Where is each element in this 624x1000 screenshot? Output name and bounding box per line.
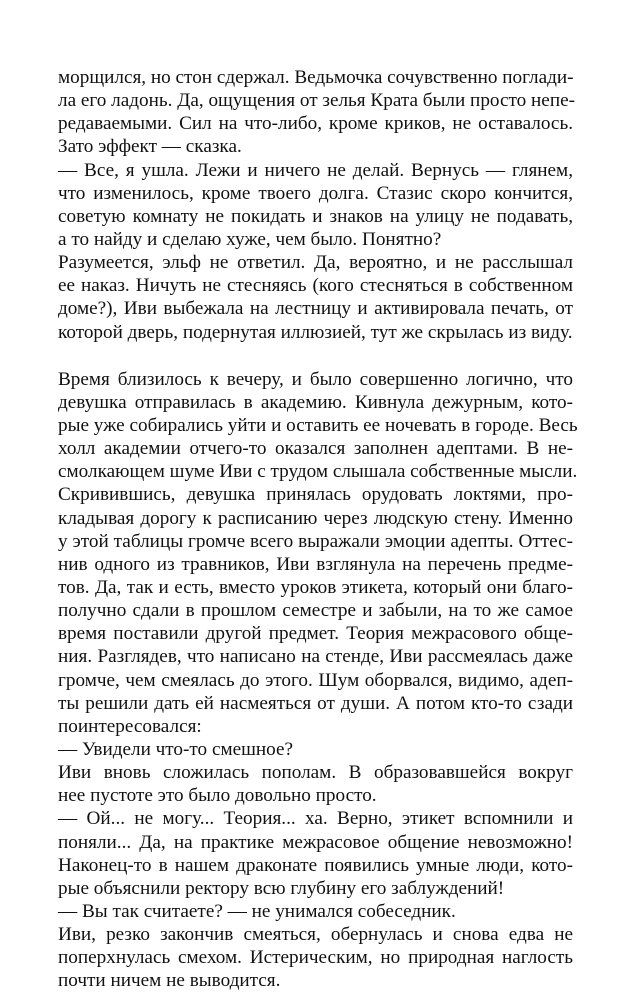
text-line: ния. Разглядев, что написано на стенде, Иви рассмеялась даже	[58, 646, 573, 668]
text-line: — Увидели что-то смешное?	[58, 738, 294, 760]
book-page	[58, 66, 578, 992]
text-line: ее наказ. Ничуть не стесняясь (кого стесняться в собственном	[58, 275, 573, 297]
text-line: поняли... Да, на практике межрасовое общение невозможно!	[58, 831, 573, 853]
text-line: поинтересовался:	[58, 715, 202, 737]
text-line: Иви вновь сложилась пополам. В образовавшейся вокруг	[58, 762, 573, 784]
paragraph	[58, 368, 578, 484]
paragraph	[58, 738, 573, 761]
text-line: — Вы так считаете? — не унимался собеседник.	[58, 900, 456, 922]
text-line: поперхнулась смехом. Истерическим, но природная наглость	[58, 947, 573, 969]
paragraph	[58, 251, 573, 344]
text-line: тов. Да, так и есть, вместо уроков этикета, который они благо-	[58, 576, 573, 598]
text-line: которой дверь, подернутая иллюзией, тут же скрылась из виду.	[58, 321, 573, 343]
paragraph	[58, 807, 573, 900]
text-line: получно сдали в прошлом семестре и забыли, на то же самое	[58, 600, 573, 622]
text-line: нив одного из травников, Иви взглянула на перечень предме-	[58, 553, 573, 575]
text-line: ты решили дать ей насмеяться от души. А потом кто-то сзади	[58, 692, 573, 714]
paragraph	[58, 923, 573, 992]
text-line: Зато эффект — сказка.	[58, 136, 242, 158]
paragraph	[58, 900, 573, 923]
text-line: а то найду и сделаю хуже, чем было. Понятно?	[58, 228, 442, 250]
text-line: громче, чем смеялась до этого. Шум оборвался, видимо, адеп-	[58, 669, 573, 691]
text-line: доме?), Иви выбежала на лестницу и активировала печать, от	[58, 298, 573, 320]
text-line: время поставили другой предмет. Теория межрасового обще-	[58, 623, 573, 645]
text-line: — Ой... не могу... Теория... ха. Верно, этикет вспомнили и	[58, 808, 573, 830]
text-line: ла его ладонь. Да, ощущения от зелья Крата были просто непе-	[58, 90, 575, 112]
text-line: рые объяснили ректору всю глубину его заблуждений!	[58, 877, 505, 899]
text-line: нее пустоте это было довольно просто.	[58, 785, 377, 807]
paragraph	[58, 159, 573, 252]
text-line: кладывая дорогу к расписанию через людскую стену. Именно	[58, 507, 573, 529]
section-break	[58, 344, 573, 368]
paragraph	[58, 761, 573, 807]
text-line: Наконец-то в нашем драконате появились умные люди, кото-	[58, 854, 573, 876]
text-line: смолкающем шуме Иви с трудом слышала собственные мысли.	[58, 461, 578, 483]
text-line: советую комнату не покидать и знаков на улицу не подавать,	[58, 205, 573, 227]
paragraph	[58, 66, 573, 159]
paragraph	[58, 483, 573, 738]
text-line: у этой таблицы громче всего выражали эмоции адепты. Оттес-	[58, 530, 573, 552]
text-line: Разумеется, эльф не ответил. Да, вероятно, и не расслышал	[58, 252, 573, 274]
text-line: девушка отправилась в академию. Кивнула дежурным, кото-	[58, 391, 573, 413]
text-line: — Все, я ушла. Лежи и ничего не делай. Вернусь — глянем,	[58, 159, 573, 181]
text-line: редаваемыми. Сил на что-либо, кроме криков, не оставалось.	[58, 113, 573, 135]
text-line: Время близилось к вечеру, и было совершенно логично, что	[58, 368, 573, 390]
text-line: что изменилось, кроме твоего долга. Стазис скоро кончится,	[58, 182, 573, 204]
text-line: Скривившись, девушка принялась орудовать локтями, про-	[58, 484, 573, 506]
text-line: холл академии отчего-то оказался заполнен адептами. В не-	[58, 438, 573, 460]
text-line: почти ничем не выводится.	[58, 970, 281, 992]
text-line: Иви, резко закончив смеяться, обернулась и снова едва не	[58, 924, 573, 946]
text-line: рые уже собирались уйти и оставить ее ночевать в городе. Весь	[58, 414, 578, 436]
text-line: морщился, но стон сдержал. Ведьмочка сочувственно поглади-	[58, 67, 574, 88]
